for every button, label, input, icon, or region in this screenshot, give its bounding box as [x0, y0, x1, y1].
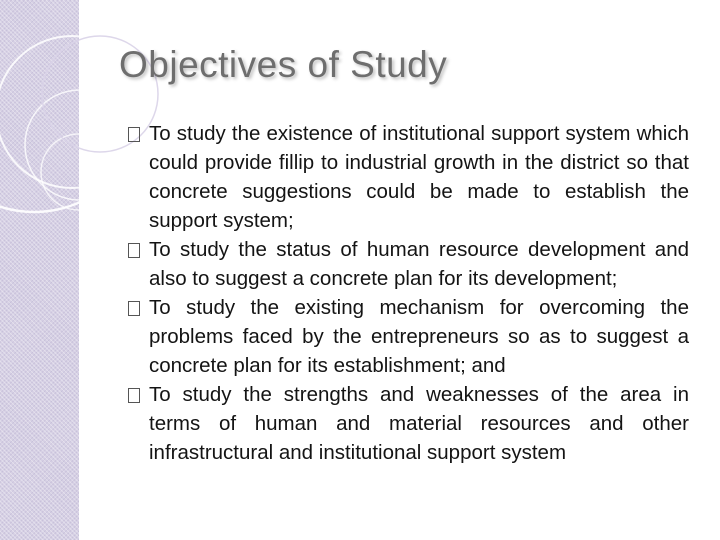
objective-bullet: [125, 293, 689, 380]
objective-text: To study the existing mechanism for overcoming the problems faced by the entrepreneurs so as to suggest a concrete plan for its establishment; and: [149, 296, 689, 377]
decorative-ring-inner: [41, 134, 117, 210]
missing-glyph-box-icon: [125, 293, 143, 322]
slide-title: Objectives of Study: [119, 44, 448, 85]
objective-bullet: [125, 380, 689, 467]
objectives-list: [125, 119, 689, 467]
objective-bullet: [125, 119, 689, 235]
objective-text: To study the strengths and weaknesses of the area in terms of human and material resources and other infrastructural and institutional support system: [149, 383, 689, 464]
decorative-ring-small: [25, 90, 135, 200]
missing-glyph-box-icon: [125, 380, 143, 409]
missing-glyph-box-icon: [125, 119, 143, 148]
objective-bullet: [125, 235, 689, 293]
missing-glyph-box-icon: [125, 235, 143, 264]
objective-text: To study the status of human resource development and also to suggest a concrete plan for its development;: [149, 238, 689, 290]
objective-text: To study the existence of institutional support system which could provide fillip to industrial growth in the district so that concrete suggestions could be made to establish the support system;: [149, 122, 689, 232]
